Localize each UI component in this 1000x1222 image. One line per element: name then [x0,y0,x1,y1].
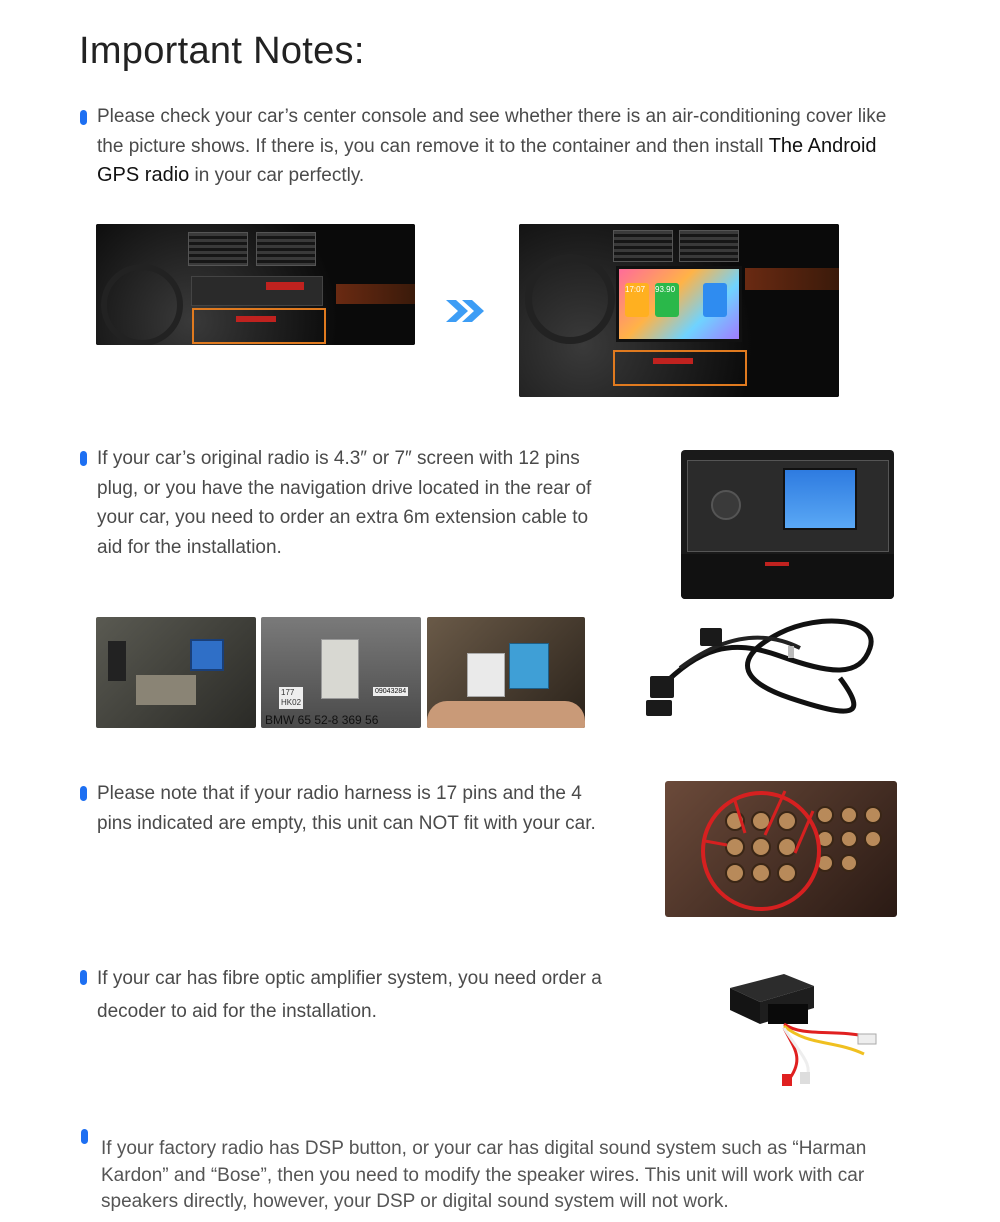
clock-readout: 17:07 [625,285,646,294]
note-4-line-1: If your car has fibre optic amplifier system, you need order a [97,968,602,989]
harness-photo-1 [96,617,256,728]
note-5-line-2: Kardon” and “Bose”, then you need to modify the speaker wires. This unit will work with car [101,1164,865,1186]
note-1-line-2: the picture shows. If there is, you can remove it to the container and then install The Android [97,134,877,157]
console-before-photo [96,224,415,345]
bullet-icon [80,786,87,801]
note-1-line-1: Please check your car’s center console and see whether there is an air-conditioning cover like [97,106,887,127]
bullet-icon [81,1129,88,1144]
note-2-line-2: plug, or you have the navigation drive located in the rear of [97,477,592,499]
note-5-line-1: If your factory radio has DSP button, or your car has digital sound system such as “Harman [101,1138,867,1159]
note-5 [101,1136,981,1216]
note-2 [97,444,637,562]
note-4 [97,962,657,1028]
label-177: 177 [281,688,295,697]
note-1-emphasis-1: The Android [768,134,877,157]
note-5-line-3: speakers directly, however, your DSP or digital sound system will not work. [101,1191,729,1212]
note-3-line-1: Please note that if your radio harness is 17 pins and the 4 [97,783,582,804]
plug-in-hand-photo [427,617,585,728]
connector-socket-photo [261,617,421,728]
note-2-line-1: If your car’s original radio is 4.3″ or 7″ screen with 12 pins [97,448,580,469]
note-1-emphasis-2: GPS radio [97,164,190,186]
connector-code: BMW 65 52-8 369 56 [265,713,379,727]
barcode-label: 09043284 [375,688,407,695]
note-2-line-3: your car, you need to order an extra 6m extension cable to [97,507,589,528]
extension-cable-photo [640,608,880,728]
note-3-line-2: pins indicated are empty, this unit can NOT fit with your car. [97,812,596,834]
console-after-photo [519,224,839,397]
note-1 [97,102,947,191]
radio-frequency: 93.90 [655,285,676,294]
note-1-line-3: GPS radio in your car perfectly. [97,164,365,186]
page-title: Important Notes: [79,30,365,72]
note-3 [97,779,657,838]
bullet-icon [80,451,87,466]
fibre-optic-decoder-photo [724,968,884,1088]
pin-harness-photo [665,781,897,917]
double-chevron-right-icon [446,296,488,331]
bullet-icon [80,970,87,985]
bullet-icon [80,110,87,125]
note-4-line-2: decoder to aid for the installation. [97,1001,377,1022]
label-hk02: HK02 [281,698,302,707]
original-nav-screen-photo [681,450,894,599]
note-2-line-4: aid for the installation. [97,536,282,558]
